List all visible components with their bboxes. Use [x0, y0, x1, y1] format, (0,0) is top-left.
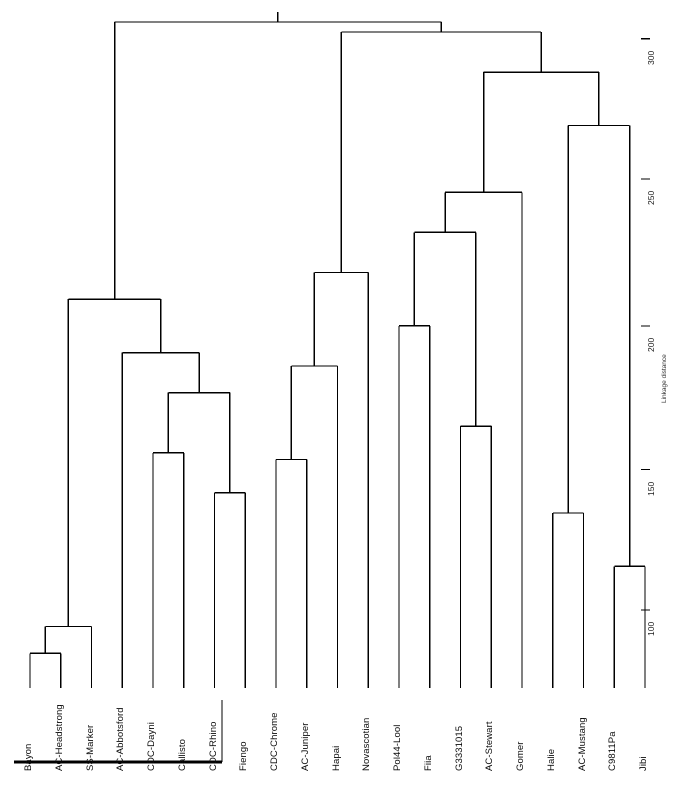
leaf-label: AC-Juniper	[299, 722, 311, 771]
leaf-label: AC-Mustang	[576, 717, 588, 771]
leaf-label: Callisto	[176, 739, 188, 771]
leaf-label: Fiengo	[238, 741, 250, 771]
leaf-label: Fiia	[422, 755, 434, 771]
leaf-label: Hapai	[330, 745, 342, 771]
leaf-label: AC-Headstrong	[53, 704, 65, 771]
leaf-label: CDC-Dayni	[146, 722, 157, 771]
axis-tick-label: 200	[646, 337, 656, 352]
leaf-label: SS-Marker	[84, 724, 96, 771]
axis-tick-label: 300	[646, 50, 656, 65]
leaf-label: CDC-Chrome	[269, 712, 280, 771]
leaf-label: AC-Abbotsford	[115, 707, 127, 771]
leaf-label: Bayon	[23, 743, 34, 771]
axis-tick-label: 100	[646, 621, 656, 636]
leaf-label: G3331015	[453, 725, 465, 771]
axis-tick-label: 150	[646, 481, 656, 496]
leaf-label: Pol44-Lool	[392, 724, 403, 771]
leaf-label: C9811Pa	[607, 731, 619, 771]
axis-title: Linkage distance	[661, 354, 668, 403]
leaf-label: Gomer	[515, 741, 526, 771]
leaf-label: Halie	[545, 748, 557, 771]
leaf-label: Jibi	[638, 756, 649, 771]
leaf-label: CDC-Rhino	[207, 721, 219, 771]
leaf-label: AC-Stewart	[484, 721, 496, 771]
axis-tick-label: 250	[646, 190, 656, 205]
leaf-label: Novascotian	[361, 717, 373, 771]
